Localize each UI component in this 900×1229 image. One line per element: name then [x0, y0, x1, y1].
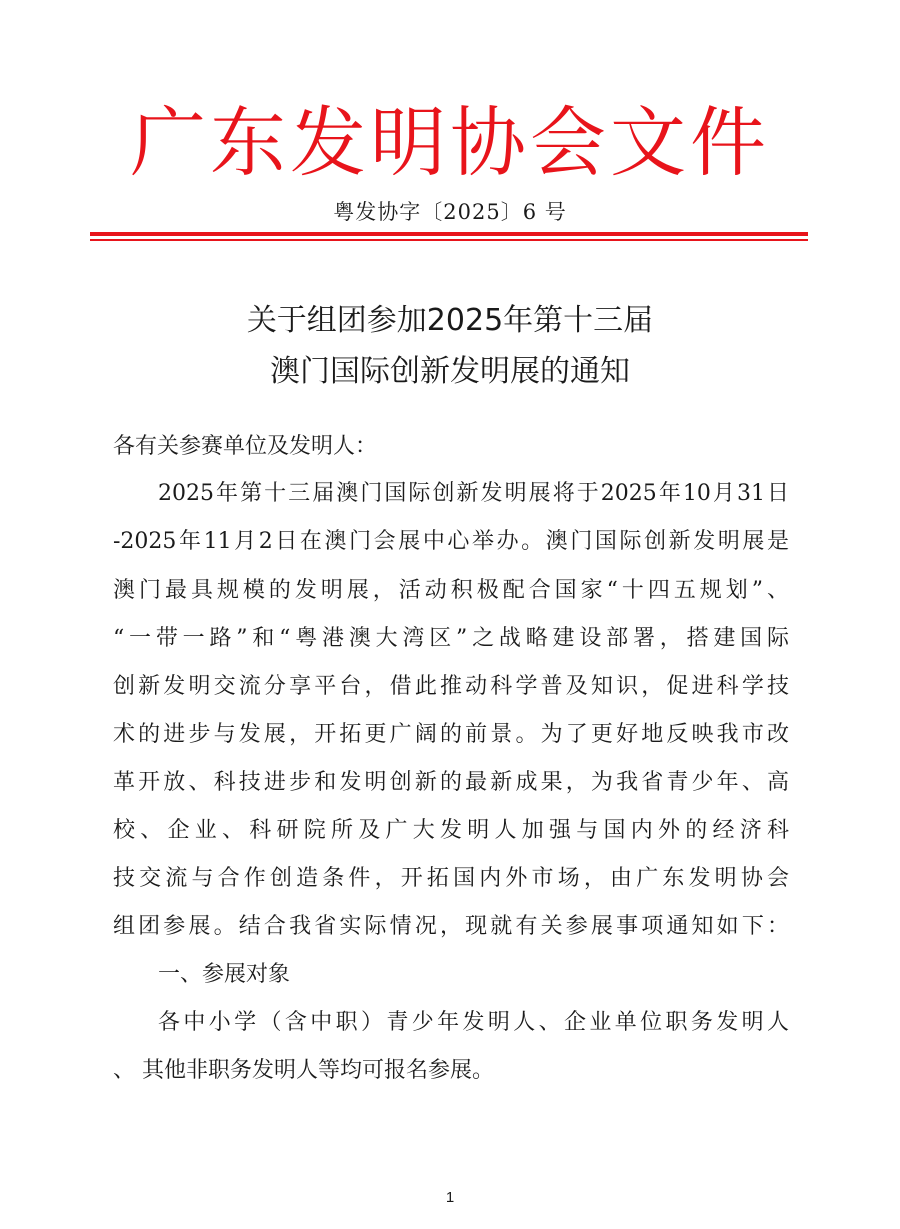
org-masthead-title: 广东发明协会文件 — [130, 98, 770, 187]
header-divider-thin — [90, 239, 808, 241]
header-divider-thick — [90, 232, 808, 236]
paragraph-line: 、 其他非职务发明人等均可报名参展。 — [113, 1058, 494, 1083]
paragraph-line: 革开放、科技进步和发明创新的最新成果，为我省青少年、高 — [113, 770, 789, 795]
document-number: 粤发协字〔2025〕6 号 — [333, 200, 567, 224]
notice-title-line-2: 澳门国际创新发明展的通知 — [270, 354, 630, 389]
paragraph-line: 校、企业、科研院所及广大发明人加强与国内外的经济科 — [113, 818, 789, 843]
page-number: 1 — [445, 1189, 455, 1206]
section-1-heading: 一、参展对象 — [158, 962, 291, 987]
notice-title-line-1: 关于组团参加2025年第十三届 — [246, 303, 654, 338]
paragraph-line: -2025年11月2日在澳门会展中心举办。澳门国际创新发明展是 — [113, 529, 789, 554]
paragraph-line: 澳门最具规模的发明展，活动积极配合国家“十四五规划”、 — [113, 578, 789, 603]
paragraph-line: 技交流与合作创造条件，开拓国内外市场，由广东发明协会 — [113, 866, 789, 891]
paragraph-line: “一带一路”和“粤港澳大湾区”之战略建设部署，搭建国际 — [113, 626, 789, 651]
paragraph-line: 2025年第十三届澳门国际创新发明展将于2025年10月31日 — [158, 481, 789, 506]
paragraph-line: 术的进步与发展，开拓更广阔的前景。为了更好地反映我市改 — [113, 722, 789, 747]
paragraph-line: 创新发明交流分享平台，借此推动科学普及知识，促进科学技 — [113, 674, 789, 699]
salutation: 各有关参赛单位及发明人： — [113, 434, 378, 459]
paragraph-line: 各中小学（含中职）青少年发明人、企业单位职务发明人 — [158, 1010, 789, 1035]
paragraph-line: 组团参展。结合我省实际情况，现就有关参展事项通知如下： — [113, 914, 789, 939]
